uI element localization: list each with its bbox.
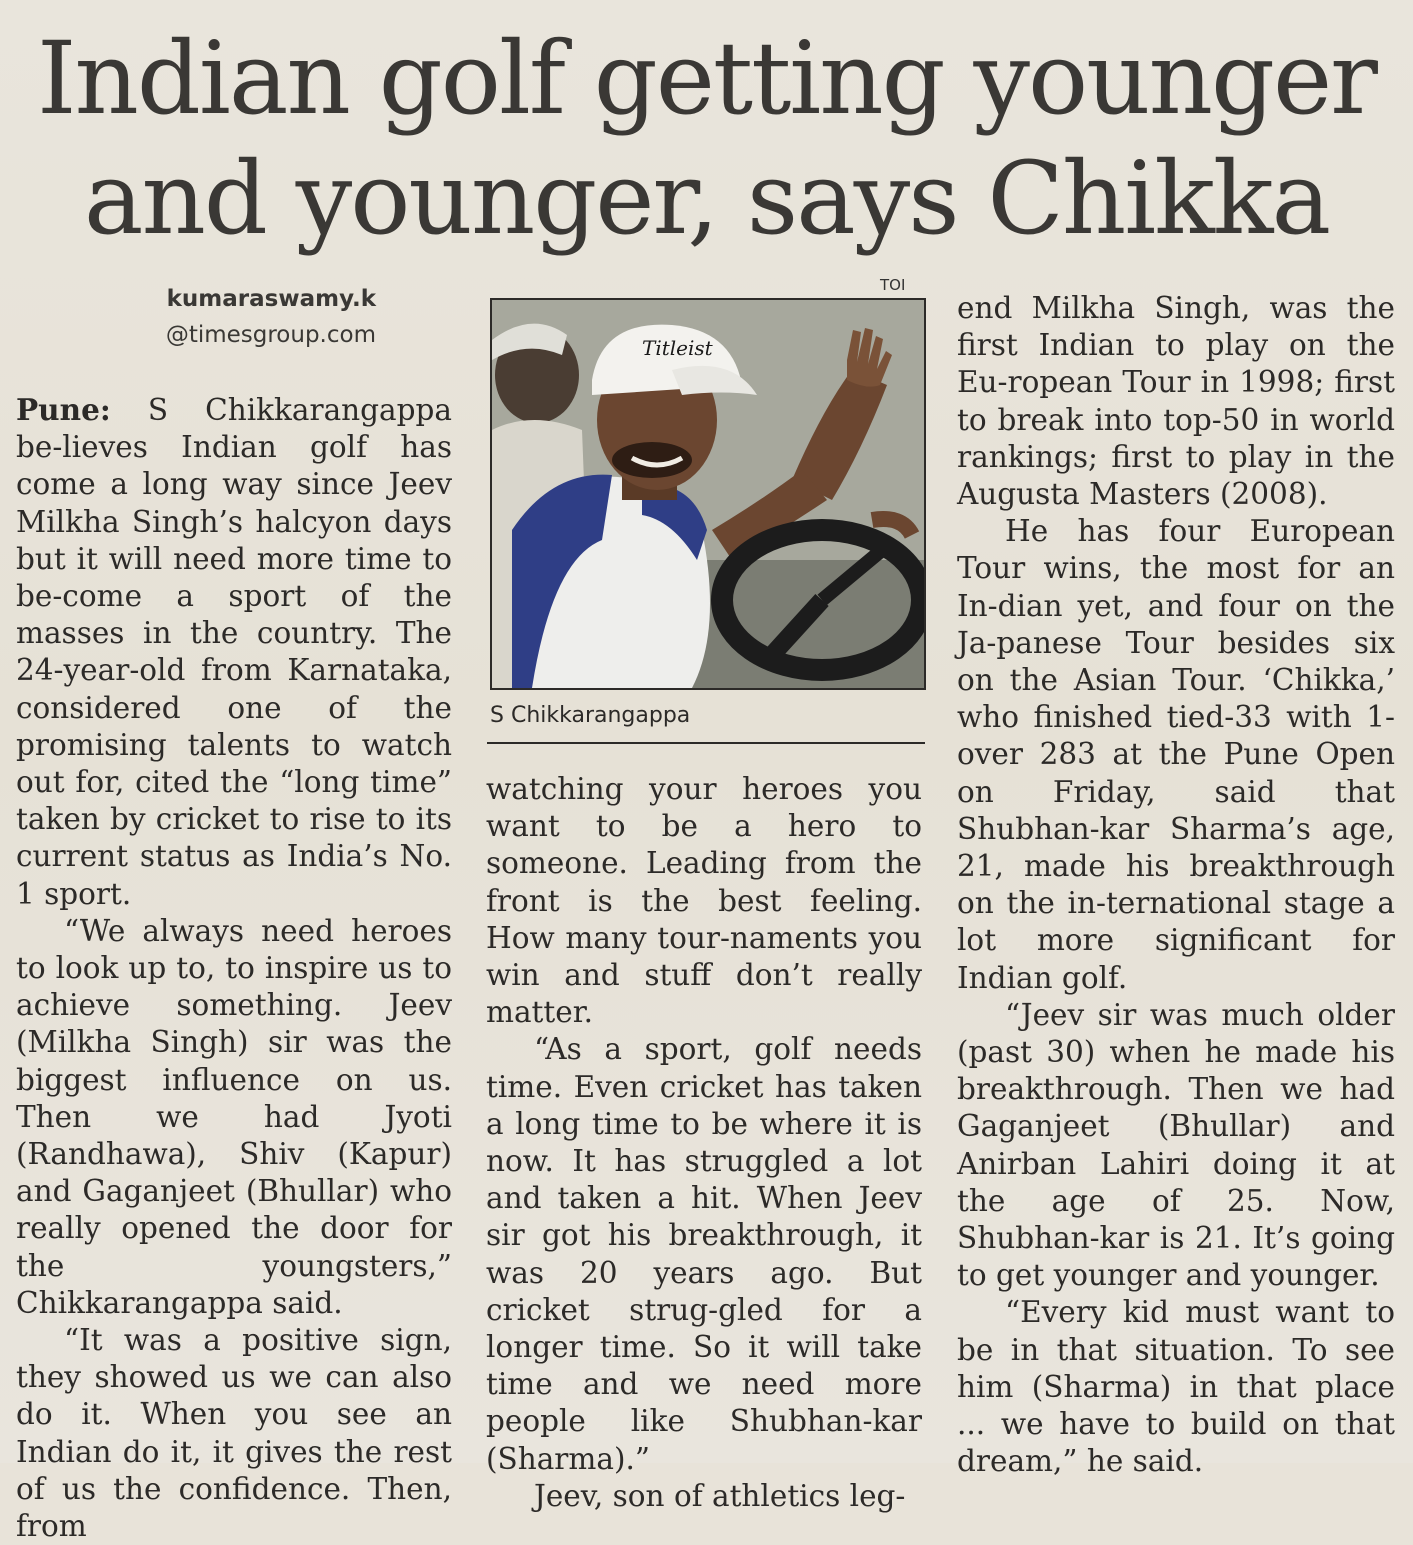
dateline: Pune:	[16, 392, 111, 427]
byline-name	[116, 282, 376, 316]
paragraph-10: “Every kid must want to be in that situation. To see him (Sharma) in that place ... we have to build on that dream,” he said.	[957, 1295, 1395, 1479]
headline-line-1: Indian golf getting younger	[37, 20, 1376, 137]
paragraph-7: end Milkha Singh, was the first Indian to play on the Eu-ropean Tour in 1998; first to break into top-50 in world rankings; first to play in the Augusta Masters (2008).	[957, 291, 1395, 512]
paragraph-2: “We always need heroes to look up to, to inspire us to achieve something. Jeev (Milkha Singh) sir was the biggest influence on us. Then we had Jyoti (Randhawa), Shiv (Kapur) and Gaganjeet (Bhullar) who really opened the door for the youngsters,” Chikkarangappa said.	[16, 913, 452, 1320]
paragraph-4: watching your heroes you want to be a hero to someone. Leading from the front is the best feeling. How many tour-naments you win and stuff don’t really matter.	[486, 772, 922, 1030]
author-email: @timesgroup.com	[165, 322, 376, 348]
author-name: kumaraswamy.k	[166, 286, 376, 312]
paragraph-1	[16, 391, 452, 913]
photo-s-chikkarangappa	[490, 298, 926, 690]
paragraph-6: Jeev, son of athletics leg-	[534, 1478, 906, 1513]
paragraph-8: He has four European Tour wins, the most for an In-dian yet, and four on the Ja-panese Tour besides six on the Asian Tour. ‘Chikka,’ who finished tied-33 with 1-over 283 at the Pune Open on Friday, said that Shubhan-kar Sharma’s age, 21, made his breakthrough on the in-ternational stage a lot more significant for Indian golf.	[957, 514, 1395, 995]
article-column-3	[957, 290, 1395, 1481]
paragraph-1-text: S Chikkarangappa be-lieves Indian golf has come a long way since Jeev Milkha Singh’s halcyon days but it will need more time to be-come a sport of the masses in the country. The 24-year-old from Karnataka, considered one of the promising talents to watch out for, cited the “long time” taken by cricket to rise to its current status as India’s No. 1 sport.	[16, 393, 452, 911]
golfer-photo-illustration	[492, 300, 924, 688]
paragraph-3: “It was a positive sign, they showed us we can also do it. When you see an Indian do it, it gives the rest of us the confidence. Then, from	[16, 1323, 452, 1544]
byline-email	[116, 318, 376, 352]
cap-logo: Titleist	[642, 336, 713, 360]
article-column-1	[16, 391, 452, 1545]
caption-rule	[487, 742, 925, 744]
paragraph-5: “As a sport, golf needs time. Even cricket has taken a long time to be where it is now. It has struggled a lot and taken a hit. When Jeev sir got his breakthrough, it was 20 years ago. But cricket strug-gled for a longer time. So it will take time and we need more people like Shubhan-kar (Sharma).”	[486, 1032, 922, 1476]
photo-credit: TOI	[880, 276, 906, 294]
article-column-2	[486, 771, 922, 1515]
paragraph-9: “Jeev sir was much older (past 30) when he made his breakthrough. Then we had Gaganjeet (Bhullar) and Anirban Lahiri doing it at the age of 25. Now, Shubhan-kar is 21. It’s going to get younger and younger.	[957, 997, 1395, 1293]
headline-line-2: and younger, says Chikka	[83, 140, 1330, 257]
photo-caption: S Chikkarangappa	[490, 703, 691, 728]
